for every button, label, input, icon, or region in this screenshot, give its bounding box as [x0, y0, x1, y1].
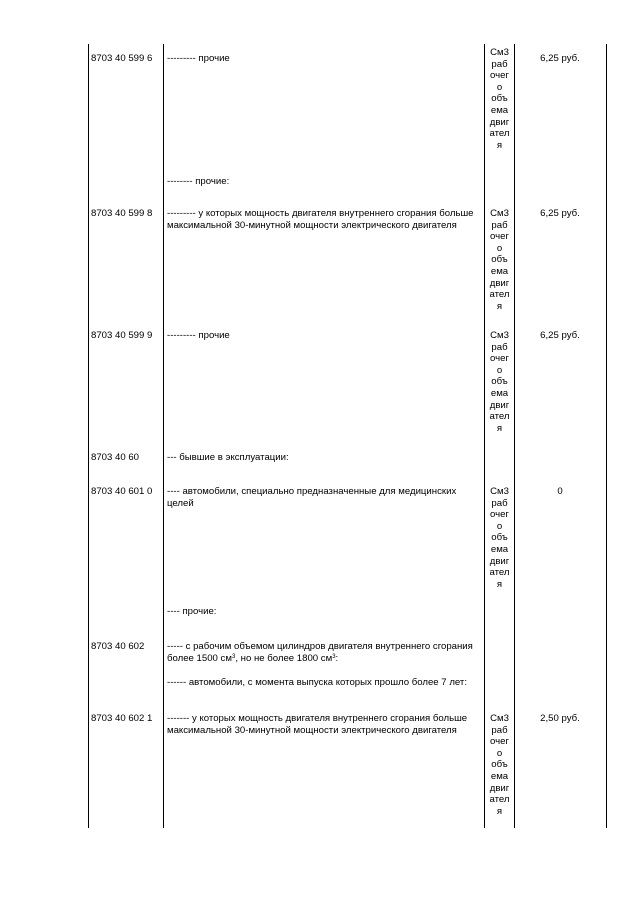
- tariff-description: ------- у которых мощность двигателя внутреннего сгорания больше максимальной 30-минутной мощности электрического двигателя: [167, 713, 468, 736]
- tariff-description: --------- у которых мощность двигателя внутреннего сгорания больше максимальной 30-минутной мощности электрического двигателя: [167, 208, 474, 231]
- table-column-divider-code: [163, 44, 164, 828]
- duty-rate: 6,25 руб.: [540, 208, 580, 219]
- duty-rate: 2,50 руб.: [540, 713, 580, 724]
- table-column-divider-desc: [484, 44, 485, 828]
- tariff-description: ---- прочие:: [167, 606, 217, 617]
- table-border-left: [88, 44, 89, 828]
- unit-of-measure: См3 раб очег о объ ема двиг ател я: [489, 486, 510, 590]
- tariff-code: 8703 40 599 6: [91, 53, 153, 64]
- unit-of-measure: См3 раб очег о объ ема двиг ател я: [489, 330, 510, 434]
- table-column-divider-unit: [514, 44, 515, 828]
- tariff-code: 8703 40 599 8: [91, 208, 153, 219]
- tariff-description: --------- прочие: [167, 53, 230, 64]
- duty-rate: 6,25 руб.: [540, 53, 580, 64]
- unit-of-measure: См3 раб очег о объ ема двиг ател я: [489, 713, 510, 817]
- unit-of-measure: См3 раб очег о объ ема двиг ател я: [489, 208, 510, 312]
- tariff-description: ------ автомобили, с момента выпуска которых прошло более 7 лет:: [167, 677, 467, 688]
- unit-of-measure: См3 раб очег о объ ема двиг ател я: [489, 47, 510, 151]
- tariff-description: --- бывшие в эксплуатации:: [167, 452, 289, 463]
- duty-rate: 6,25 руб.: [540, 330, 580, 341]
- tariff-description: -------- прочие:: [167, 176, 230, 187]
- table-border-right: [606, 44, 607, 828]
- duty-rate: 0: [557, 486, 563, 497]
- tariff-description: ---- автомобили, специально предназначенные для медицинских целей: [167, 486, 457, 509]
- tariff-code: 8703 40 602 1: [91, 713, 153, 724]
- tariff-description: --------- прочие: [167, 330, 230, 341]
- tariff-code: 8703 40 601 0: [91, 486, 153, 497]
- tariff-code: 8703 40 599 9: [91, 330, 153, 341]
- tariff-code: 8703 40 60: [91, 452, 140, 463]
- tariff-description: ----- с рабочим объемом цилиндров двигателя внутреннего сгорания более 1500 $см^3$, но не более 1800 $см^3$:: [167, 641, 473, 664]
- tariff-code: 8703 40 602: [91, 641, 145, 652]
